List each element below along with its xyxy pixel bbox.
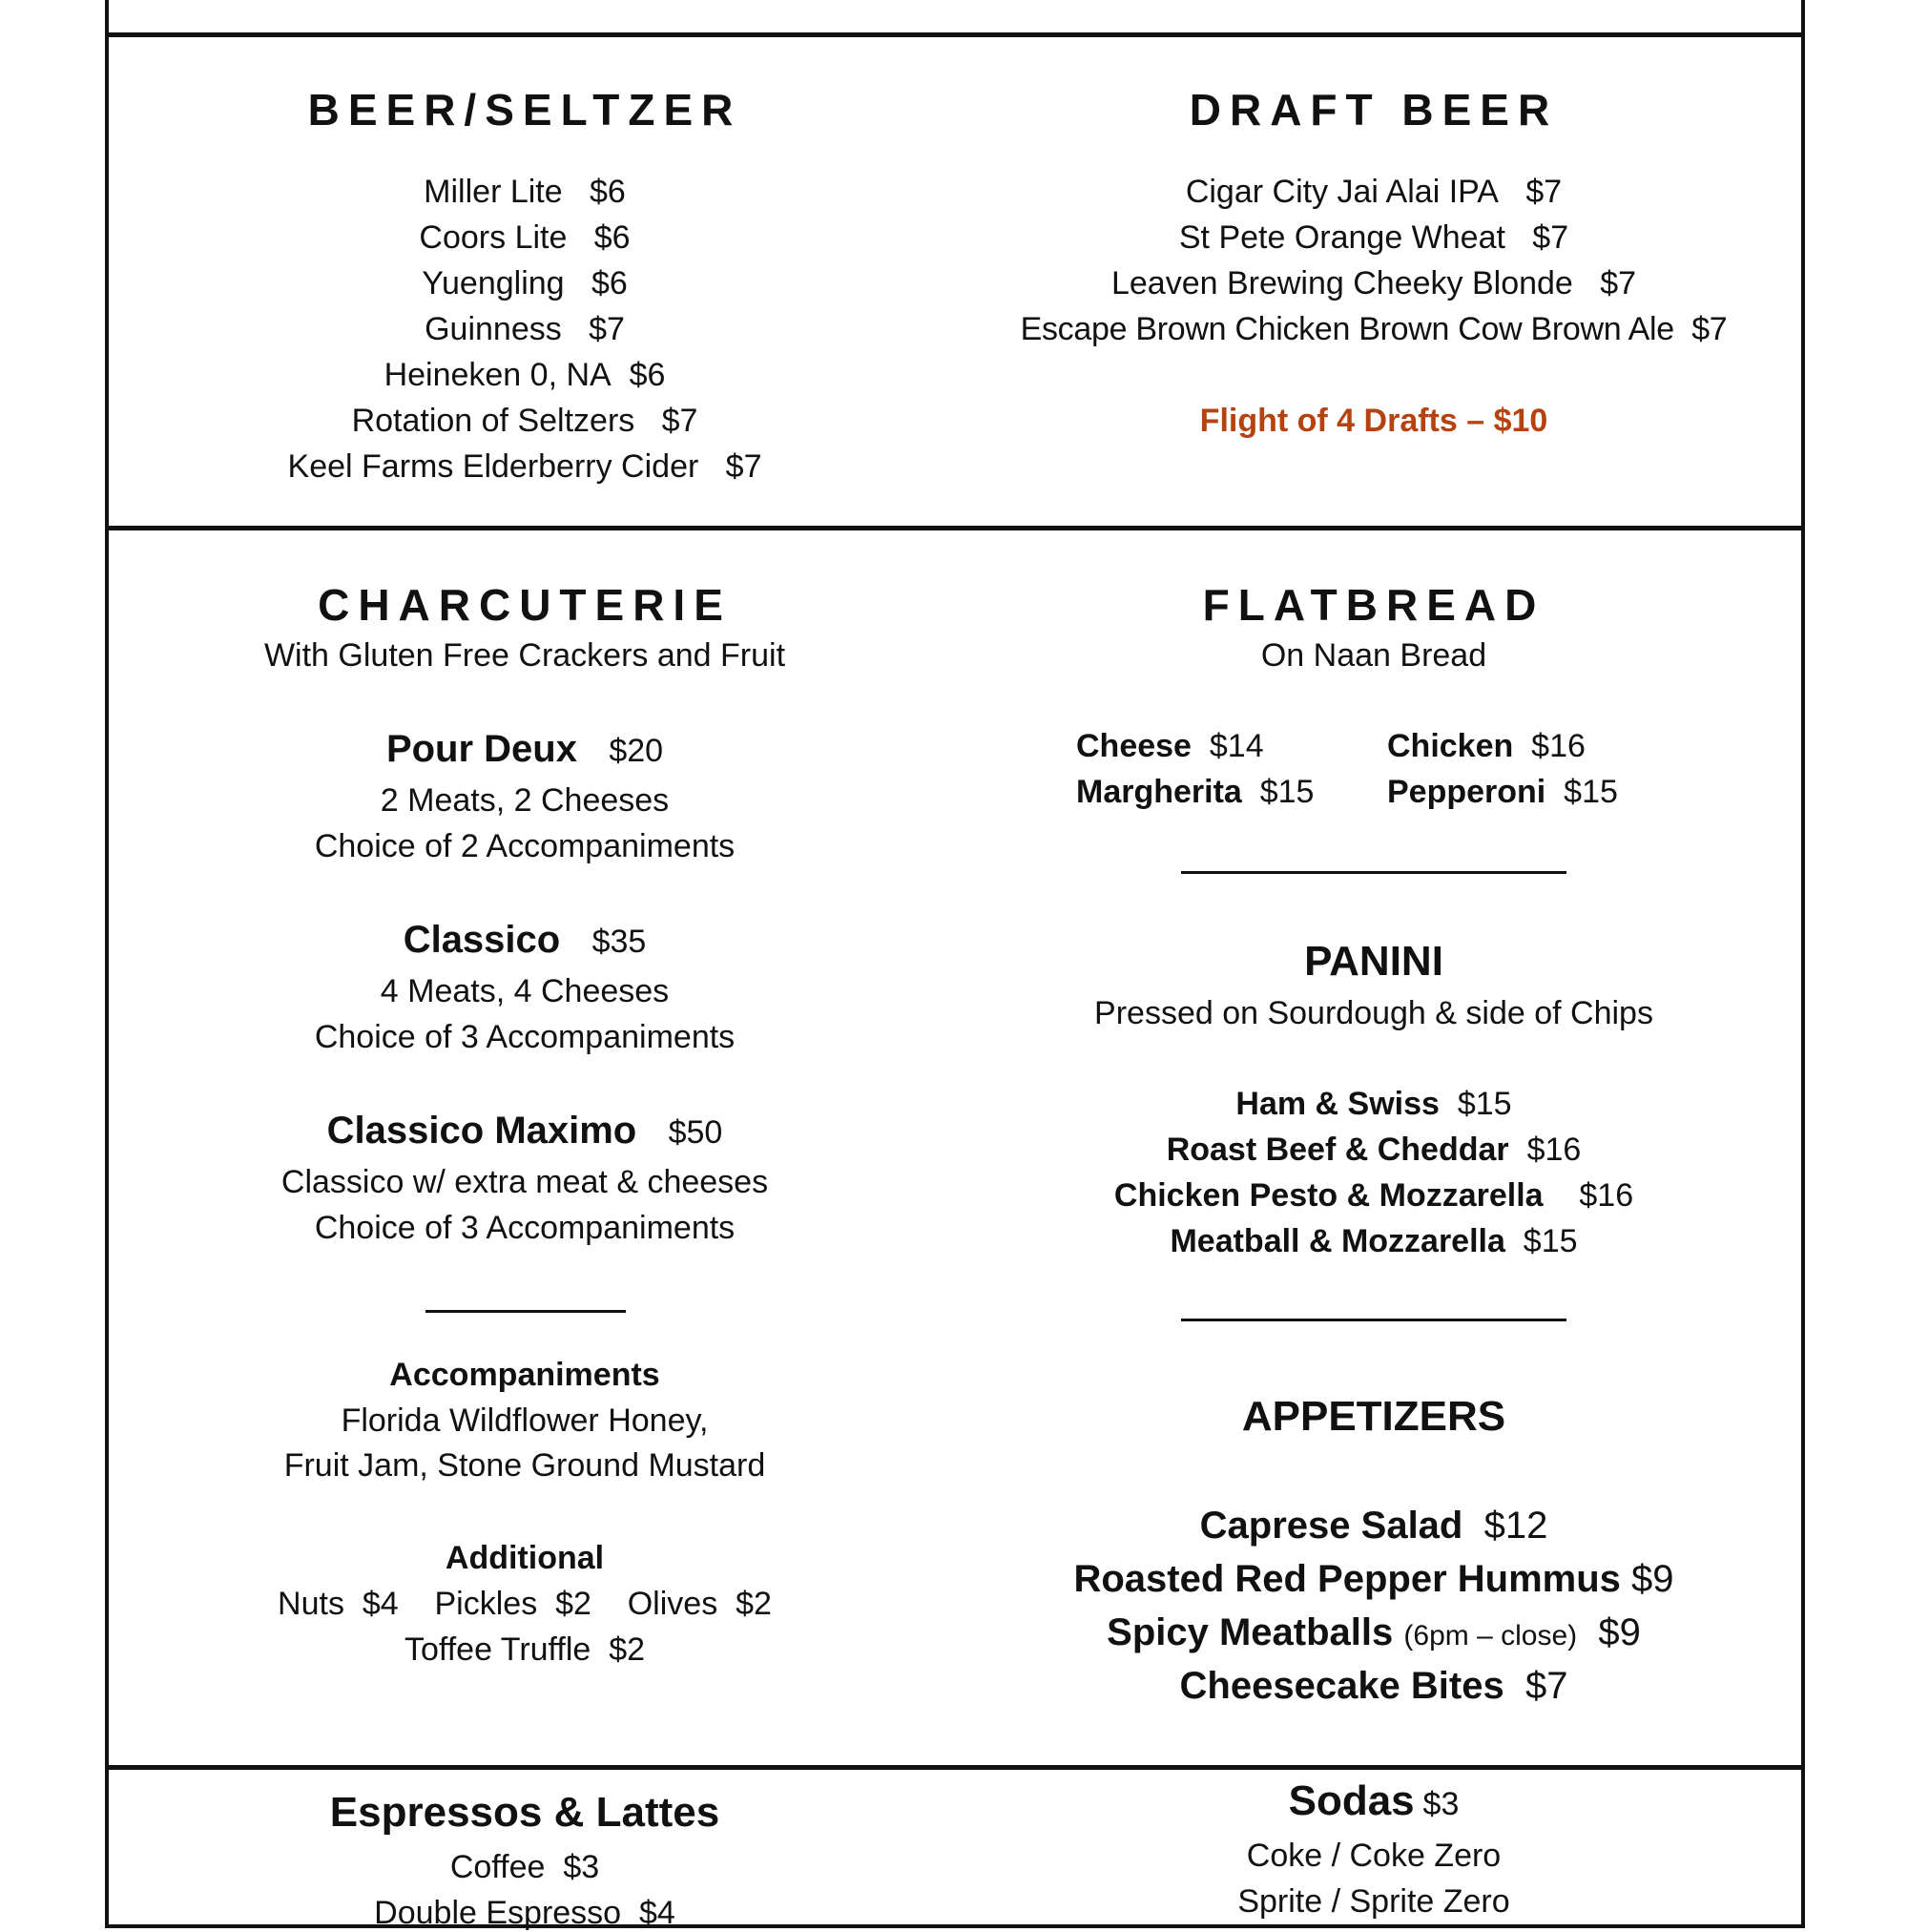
menu-item: Leaven Brewing Cheeky Blonde $7 [1110,265,1637,301]
menu-item: Coffee $3 [449,1849,600,1885]
board-title: Pour Deux $20 [385,728,664,770]
flatbread-item: Cheese $14 [1076,728,1264,764]
board-description: Classico w/ extra meat & cheeses [280,1164,769,1200]
board-description: Choice of 3 Accompaniments [314,1210,736,1246]
beer-seltzer-column [143,0,906,534]
appetizers-title: APPETIZERS [1241,1393,1506,1440]
section-divider [425,1310,626,1313]
menu-item: Guinness $7 [425,311,625,347]
right-food-column [992,534,1755,1765]
flatbread-item: Margherita $15 [1076,774,1315,810]
board-description: Choice of 3 Accompaniments [314,1019,736,1055]
charcuterie-title: CHARCUTERIE [318,580,732,630]
charcuterie-column [143,534,906,1765]
board-title: Classico $35 [403,919,647,961]
draft-beer-column [954,0,1794,534]
section-divider [1181,871,1566,874]
additional-items: Toffee Truffle $2 [404,1631,646,1668]
panini-title: PANINI [1304,938,1443,985]
charcuterie-subtitle: With Gluten Free Crackers and Fruit [263,637,786,674]
accompaniments-title: Accompaniments [389,1357,660,1393]
flight-offer: Flight of 4 Drafts – $10 [1199,403,1548,439]
menu-item: Miller Lite $6 [424,174,626,210]
draft-beer-title: DRAFT BEER [1189,85,1559,135]
beer-seltzer-title: BEER/SELTZER [307,85,742,135]
panini-item: Ham & Swiss $15 [1235,1086,1512,1122]
additional-items: Nuts $4 Pickles $2 Olives $2 [278,1586,772,1622]
flatbread-title: FLATBREAD [1202,580,1545,630]
appetizer-item: Roasted Red Pepper Hummus $9 [1073,1558,1674,1600]
appetizer-item: Cheesecake Bites $7 [1179,1665,1568,1707]
espressos-column [143,1770,906,1931]
accompaniments-line: Fruit Jam, Stone Ground Mustard [283,1447,766,1484]
appetizer-item: Caprese Salad $12 [1199,1505,1548,1547]
menu-item: St Pete Orange Wheat $7 [1178,219,1569,256]
board-title: Classico Maximo $50 [326,1110,723,1152]
panini-item: Roast Beef & Cheddar $16 [1166,1132,1582,1168]
board-description: 2 Meats, 2 Cheeses [380,782,670,819]
section-divider [1181,1319,1566,1321]
espressos-title: Espressos & Lattes [329,1789,720,1836]
soda-item: Sprite / Sprite Zero [1237,1883,1510,1920]
accompaniments-line: Florida Wildflower Honey, [341,1402,709,1439]
menu-item: Cigar City Jai Alai IPA $7 [1185,174,1563,210]
panini-item: Chicken Pesto & Mozzarella $16 [1113,1177,1634,1214]
sodas-column [992,1770,1755,1920]
menu-item: Double Espresso $4 [374,1895,675,1931]
flatbread-item: Pepperoni $15 [1387,774,1618,810]
menu-item: Coors Lite $6 [419,219,631,256]
menu-item: Keel Farms Elderberry Cider $7 [287,448,762,485]
menu-item: Yuengling $6 [422,265,628,301]
flatbread-item: Chicken $16 [1387,728,1586,764]
menu-item: Escape Brown Chicken Brown Cow Brown Ale $7 [1020,311,1728,347]
sodas-title: Sodas $3 [1288,1777,1460,1824]
panini-item: Meatball & Mozzarella $15 [1170,1223,1578,1259]
flatbread-subtitle: On Naan Bread [1260,637,1487,674]
additional-title: Additional [445,1540,605,1576]
menu-item: Heineken 0, NA $6 [384,357,666,393]
board-description: 4 Meats, 4 Cheeses [380,973,670,1009]
appetizer-item: Spicy Meatballs (6pm – close) $9 [1107,1611,1641,1653]
panini-subtitle: Pressed on Sourdough & side of Chips [1094,995,1653,1031]
soda-item: Coke / Coke Zero [1246,1838,1502,1874]
menu-item: Rotation of Seltzers $7 [351,403,698,439]
board-description: Choice of 2 Accompaniments [314,828,736,864]
